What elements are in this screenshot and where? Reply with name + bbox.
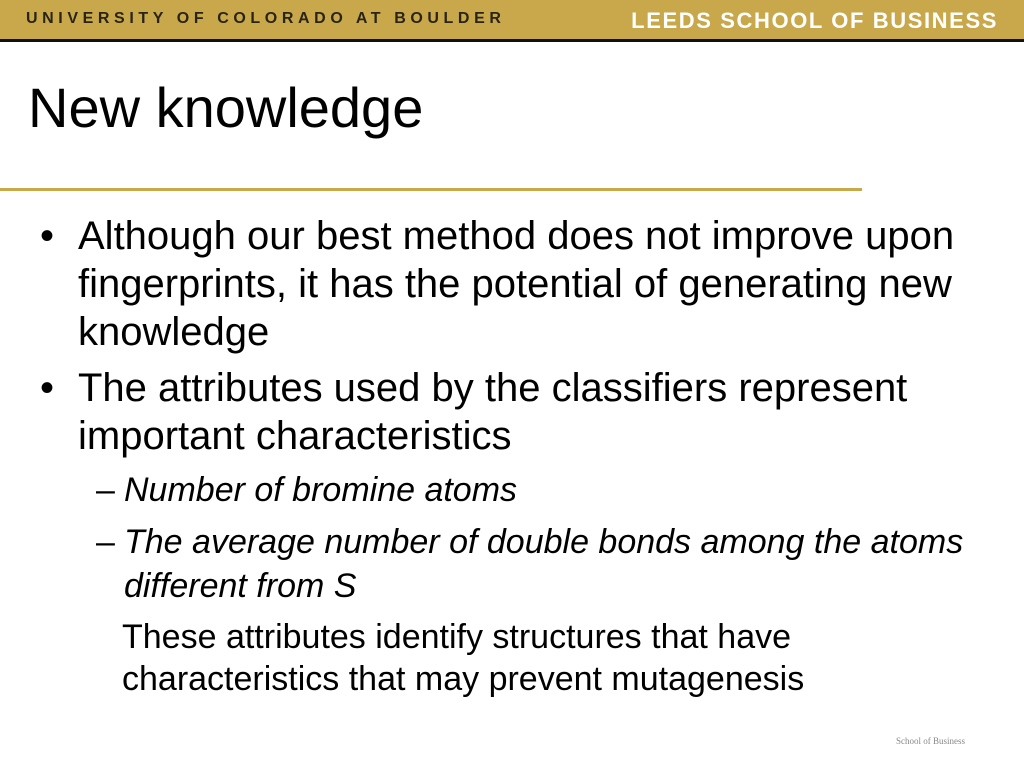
sub-bullet-marker: – xyxy=(96,523,115,561)
slide-content xyxy=(0,212,1024,700)
note-paragraph: These attributes identify structures that have characteristics that may prevent mutagenesis xyxy=(122,618,805,698)
footer-text: School of Business xyxy=(896,736,966,746)
sub-bullet-item xyxy=(0,520,1024,608)
bullet-text: Although our best method does not improve upon fingerprints, it has the potential of generating new knowledge xyxy=(78,214,955,354)
bullet-marker: • xyxy=(40,366,55,410)
header-banner xyxy=(0,0,1024,42)
bullet-text: The attributes used by the classifiers represent important characteristics xyxy=(78,366,908,458)
sub-bullet-marker: – xyxy=(96,471,115,509)
slide-title: New knowledge xyxy=(28,76,424,139)
bullet-marker: • xyxy=(40,214,55,258)
school-name: LEEDS SCHOOL OF BUSINESS xyxy=(631,8,998,33)
sub-bullet-text: Number of bromine atoms xyxy=(124,471,518,509)
university-name: UNIVERSITY OF COLORADO AT BOULDER xyxy=(26,10,506,27)
bullet-item xyxy=(0,212,1024,356)
sub-bullet-text: The average number of double bonds among the atoms different from S xyxy=(124,523,964,605)
title-divider xyxy=(0,188,862,191)
bullet-item xyxy=(0,364,1024,460)
sub-bullet-item xyxy=(0,468,1024,512)
